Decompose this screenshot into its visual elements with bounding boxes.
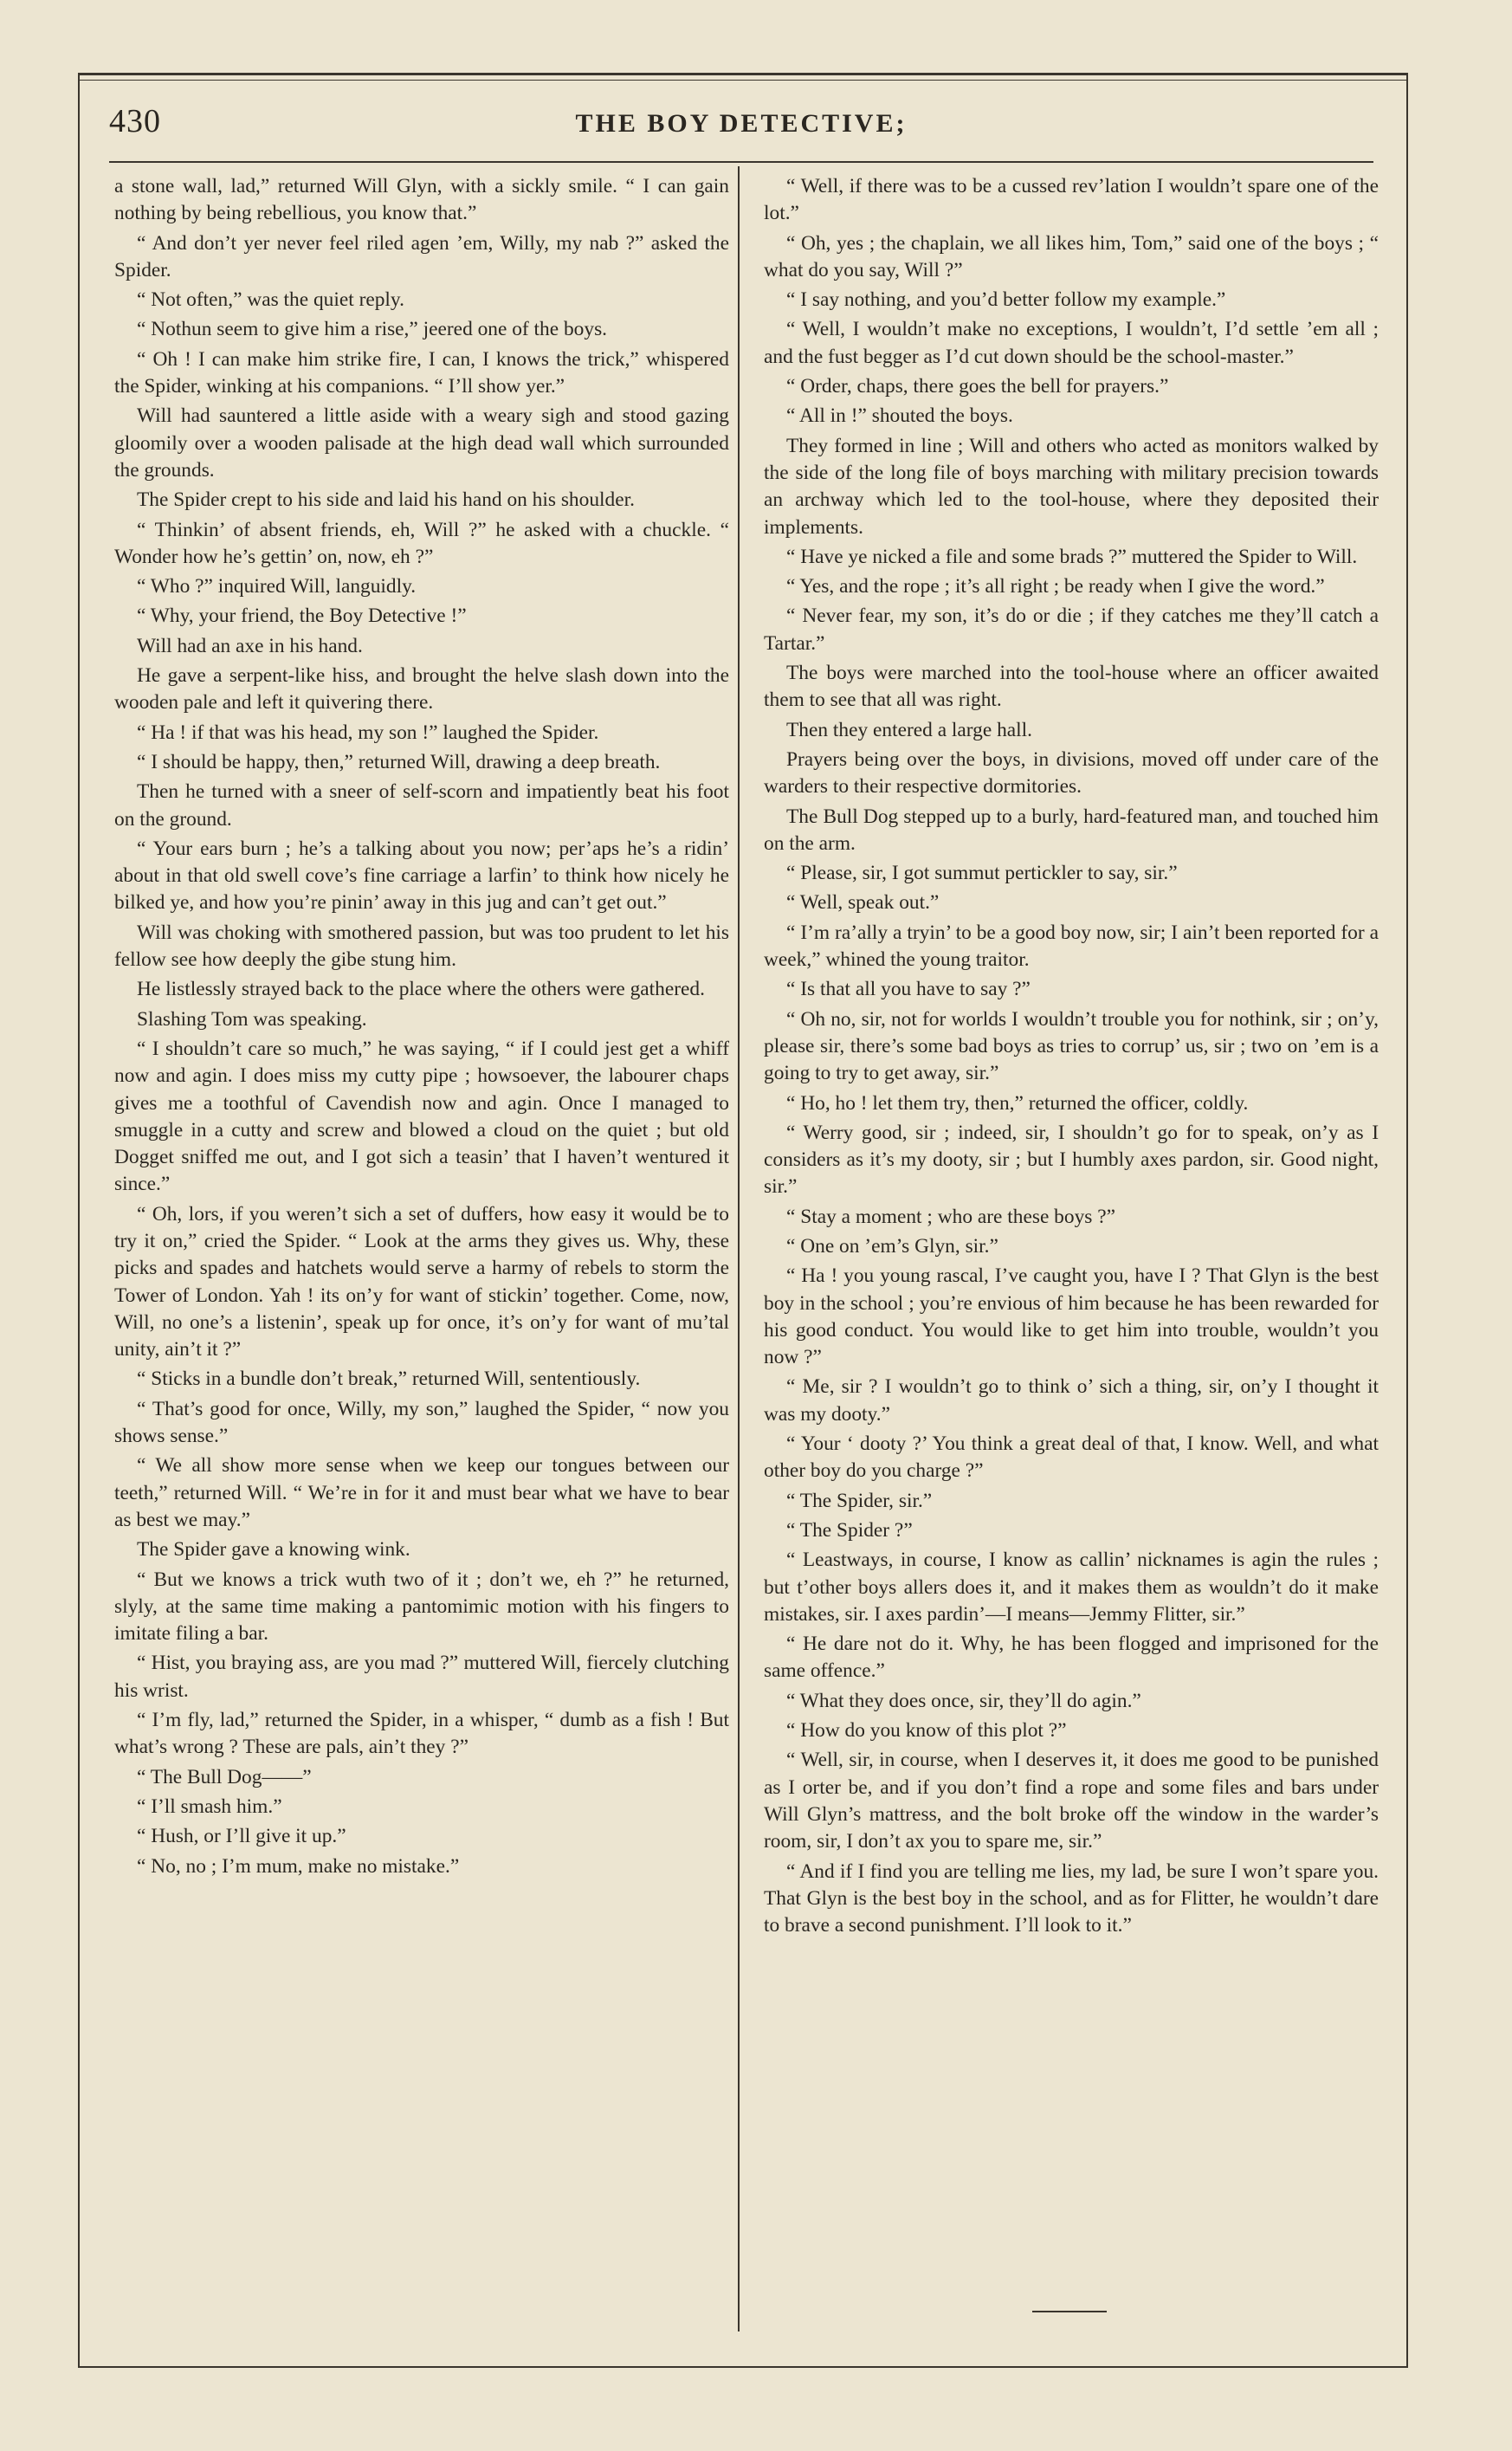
paragraph: “ Nothun seem to give him a rise,” jeered one of the boys. <box>137 318 608 341</box>
paragraph: “ Your ‘ dooty ?’ You think a great deal of that, I know. Well, and what other boy do you charge ?” <box>764 1432 1379 1483</box>
paragraph: The Spider crept to his side and laid his hand on his shoulder. <box>137 488 635 512</box>
paragraph: “ Stay a moment ; who are these boys ?” <box>786 1205 1115 1228</box>
paragraph: “ Never fear, my son, it’s do or die ; if they catches me they’ll catch a Tartar.” <box>764 605 1379 655</box>
paragraph: “ Oh no, sir, not for worlds I wouldn’t trouble you for nothink, sir ; on’y, please sir, there’s some bad boys as tries to corrup’ us, sir ; two on ’em is a going to try to get away, sir.” <box>764 1007 1379 1085</box>
paragraph: “ All in !” shouted the boys. <box>786 404 1013 428</box>
paragraph: “ The Spider, sir.” <box>786 1489 933 1512</box>
running-header <box>109 102 1373 156</box>
paragraph: “ Hush, or I’ll give it up.” <box>137 1825 346 1848</box>
paragraph: “ Why, your friend, the Boy Detective !” <box>137 605 467 628</box>
paragraph: “ Well, speak out.” <box>786 891 940 915</box>
paragraph: “ Order, chaps, there goes the bell for prayers.” <box>786 375 1169 398</box>
paragraph: “ The Bull Dog——” <box>137 1765 312 1788</box>
page-number: 430 <box>109 103 161 139</box>
paragraph: The boys were marched into the tool-house where an officer awaited them to see that all was right. <box>764 662 1379 712</box>
paragraph: “ The Spider ?” <box>786 1518 913 1542</box>
paragraph: “ Yes, and the rope ; it’s all right ; be ready when I give the word.” <box>786 575 1325 598</box>
column-divider <box>738 166 740 2331</box>
paragraph: “ No, no ; I’m mum, make no mistake.” <box>137 1854 460 1878</box>
paragraph: “ Have ye nicked a file and some brads ?” muttered the Spider to Will. <box>786 545 1358 568</box>
paragraph: “ Sticks in a bundle don’t break,” returned Will, sententiously. <box>137 1368 641 1391</box>
section-end-mark <box>1032 2311 1107 2312</box>
paragraph: “ I should be happy, then,” returned Will, drawing a deep breath. <box>137 750 661 773</box>
paragraph: “ Leastways, in course, I know as callin’ nicknames is agin the rules ; but t’other boys allers does it, and it makes them as wouldn’t do it make mistakes, sir. I axes pardin’—I means—Jemmy Flitter, sir.” <box>764 1549 1379 1626</box>
paragraph: The Bull Dog stepped up to a burly, hard-featured man, and touched him on the arm. <box>764 805 1379 855</box>
bottom-rule <box>78 2366 1408 2368</box>
left-border <box>78 73 80 2368</box>
paragraph: They formed in line ; Will and others who acted as monitors walked by the side of the long file of boys marching with military precision towards an archway which led to the tool-house, where they deposited their implements. <box>764 434 1379 539</box>
paragraph: “ Thinkin’ of absent friends, eh, Will ?” he asked with a chuckle. “ Wonder how he’s gettin’ on, now, eh ?” <box>114 518 729 568</box>
paragraph: “ Oh ! I can make him strike fire, I can, I knows the trick,” whispered the Spider, winking at his companions. “ I’ll show yer.” <box>114 347 729 398</box>
top-rule-thin <box>78 80 1408 81</box>
paragraph: “ I say nothing, and you’d better follow my example.” <box>786 288 1226 312</box>
paragraph: Slashing Tom was speaking. <box>137 1007 367 1031</box>
paragraph: Then he turned with a sneer of self-scorn and impatiently beat his foot on the ground. <box>114 780 729 831</box>
paragraph: “ Well, I wouldn’t make no exceptions, I wouldn’t, I’d settle ’em all ; and the fust begger as I’d cut down should be the school-master.” <box>764 318 1379 368</box>
paragraph: He listlessly strayed back to the place where the others were gathered. <box>137 978 705 1001</box>
header-rule <box>109 161 1373 163</box>
paragraph: “ Hist, you braying ass, are you mad ?” muttered Will, fiercely clutching his wrist. <box>114 1652 729 1702</box>
top-rule <box>78 73 1408 75</box>
paragraph: “ And if I find you are telling me lies, my lad, be sure I won’t spare you. That Glyn is the best boy in the school, and as for Flitter, he wouldn’t dare to brave a second punishment. I’ll look to it.” <box>764 1859 1379 1937</box>
paragraph: “ Oh, yes ; the chaplain, we all likes him, Tom,” said one of the boys ; “ what do you say, Will ?” <box>764 231 1379 281</box>
paragraph: Will had sauntered a little aside with a weary sigh and stood gazing gloomily over a wooden palisade at the high dead wall which surrounded the grounds. <box>114 404 729 482</box>
paragraph: “ What they does once, sir, they’ll do agin.” <box>786 1689 1141 1712</box>
paragraph: He gave a serpent-like hiss, and brought the helve slash down into the wooden pale and left it quivering there. <box>114 664 729 715</box>
paragraph: Prayers being over the boys, in divisions, moved off under care of the warders to their respective dormitories. <box>764 747 1379 799</box>
paragraph: “ How do you know of this plot ?” <box>786 1719 1067 1743</box>
paragraph: “ Ha ! if that was his head, my son !” laughed the Spider. <box>137 721 599 744</box>
paragraph: “ One on ’em’s Glyn, sir.” <box>786 1234 998 1258</box>
paragraph: a stone wall, lad,” returned Will Glyn, with a sickly smile. “ I can gain nothing by being rebellious, you know that.” <box>114 175 729 225</box>
paragraph: “ I’m fly, lad,” returned the Spider, in a whisper, “ dumb as a fish ! But what’s wrong ? These are pals, ain’t they ?” <box>114 1709 729 1759</box>
paragraph: “ Oh, lors, if you weren’t sich a set of duffers, how easy it would be to try it on,” cried the Spider. “ Look at the arms they gives us. Why, these picks and spades and hatchets would serve a harmy of rebels to storm the Tower of London. Yah ! its on’y for want of stickin’ together. Come, now, Will, no one’s a listenin’, speak up for once, it’s on’y for want of mu’tal unity, ain’t it ?” <box>114 1202 729 1361</box>
paragraph: “ Me, sir ? I wouldn’t go to think o’ sich a thing, sir, on’y I thought it was my dooty.” <box>764 1375 1379 1426</box>
paragraph: “ Ha ! you young rascal, I’ve caught you, have I ? That Glyn is the best boy in the school ; you’re envious of him because he has been rewarded for his good conduct. You would like to get him into trouble, wouldn’t you now ?” <box>764 1264 1379 1369</box>
paragraph: “ Is that all you have to say ?” <box>786 978 1031 1001</box>
paragraph: “ He dare not do it. Why, he has been flogged and imprisoned for the same offence.” <box>764 1633 1379 1683</box>
paragraph: “ And don’t yer never feel riled agen ’em, Willy, my nab ?” asked the Spider. <box>114 231 729 281</box>
paragraph: “ Not often,” was the quiet reply. <box>137 288 404 312</box>
right-text-column <box>764 173 1379 1942</box>
paragraph: Then they entered a large hall. <box>786 718 1033 741</box>
paragraph: “ Who ?” inquired Will, languidly. <box>137 575 417 598</box>
paragraph: “ Please, sir, I got summut pertickler to say, sir.” <box>786 862 1178 885</box>
paragraph: “ I’ll smash him.” <box>137 1795 282 1818</box>
paragraph: “ I’m ra’ally a tryin’ to be a good boy now, sir; I ain’t been reported for a week,” whined the young traitor. <box>764 921 1379 972</box>
paragraph: “ Werry good, sir ; indeed, sir, I shouldn’t go for to speak, on’y as I considers as it’s my dooty, sir ; but I humbly axes pardon, sir. Good night, sir.” <box>764 1121 1379 1199</box>
paragraph: Will was choking with smothered passion, but was too prudent to let his fellow see how deeply the gibe stung him. <box>114 921 729 972</box>
paragraph: “ Well, if there was to be a cussed rev’lation I wouldn’t spare one of the lot.” <box>764 175 1379 225</box>
paragraph: “ Well, sir, in course, when I deserves it, it does me good to be punished as I orter be, and if you don’t find a rope and some files and bars under Will Glyn’s mattress, and the bolt broke off the window in the warder’s room, sir, I don’t ax you to spare me, sir.” <box>764 1749 1379 1853</box>
running-title: THE BOY DETECTIVE; <box>575 109 908 138</box>
paragraph: “ But we knows a trick wuth two of it ; don’t we, eh ?” he returned, slyly, at the same time making a pantomimic motion with his fingers to imitate filing a bar. <box>114 1568 729 1646</box>
paragraph: Will had an axe in his hand. <box>137 634 363 657</box>
paragraph: “ We all show more sense when we keep our tongues between our teeth,” returned Will. “ We’re in for it and must bear what we have to bear as best we may.” <box>114 1454 729 1531</box>
paragraph: “ That’s good for once, Willy, my son,” laughed the Spider, “ now you shows sense.” <box>114 1397 729 1448</box>
paragraph: The Spider gave a knowing wink. <box>137 1538 410 1562</box>
paragraph: “ Your ears burn ; he’s a talking about you now; per’aps he’s a ridin’ about in that old swell cove’s fine carriage a larfin’ to think how nicely he bilked ye, and how you’re pinin’ away in this jug and can’t get out.” <box>114 837 729 915</box>
left-text-column <box>114 173 729 1883</box>
paragraph: “ I shouldn’t care so much,” he was saying, “ if I could jest get a whiff now and agin. I does miss my cutty pipe ; howsoever, the labourer chaps gives me a toothful of Cavendish now and agin. Once I managed to smuggle in a cutty and screw and blowed a cloud on the quiet ; but old Dogget sniffed me out, and I got sich a teasin’ that I haven’t wentured it since.” <box>114 1037 729 1196</box>
right-border <box>1406 73 1408 2368</box>
paragraph: “ Ho, ho ! let them try, then,” returned the officer, coldly. <box>786 1091 1249 1115</box>
